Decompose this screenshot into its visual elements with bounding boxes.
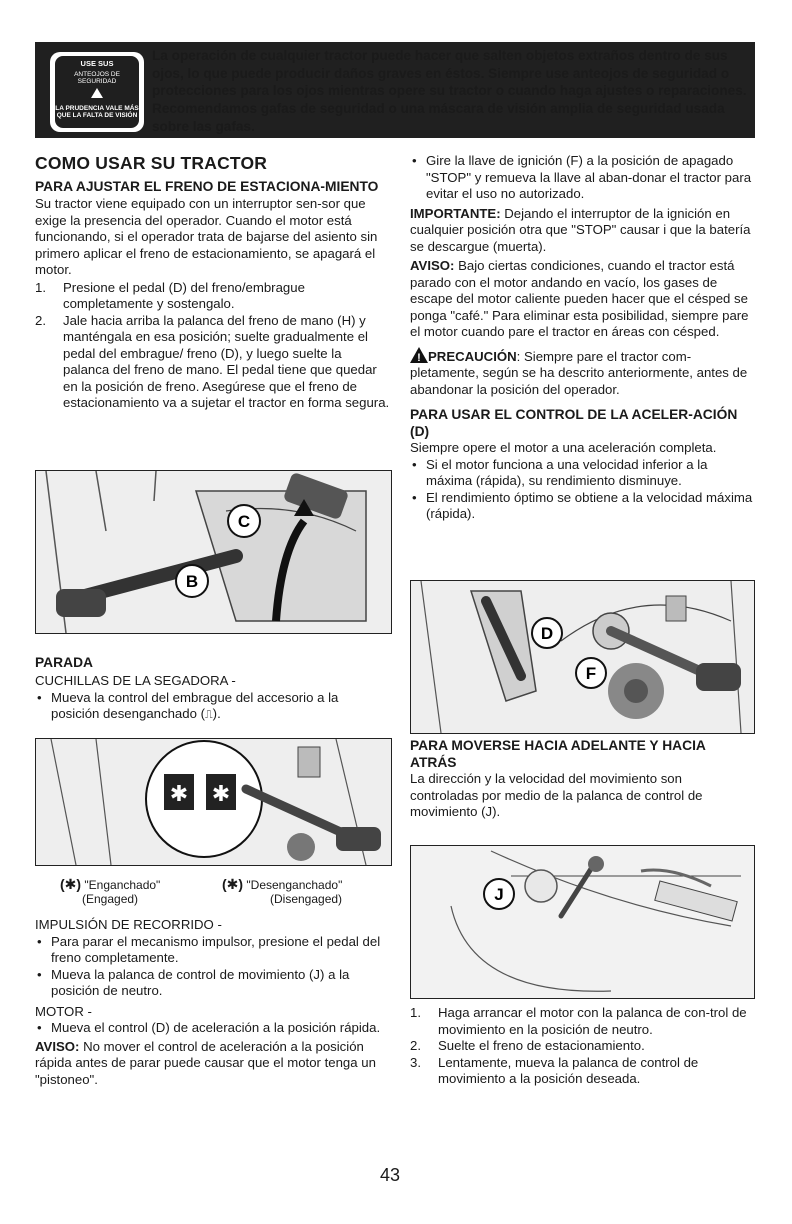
list-item: [35, 313, 390, 412]
list-item: [35, 690, 390, 724]
callout-d: D: [540, 624, 554, 643]
callout-j: J: [494, 885, 504, 904]
step-number: 3.: [410, 1054, 421, 1070]
parking-brake-illustration: [35, 470, 392, 634]
list-item: [410, 1038, 753, 1055]
list-item: • Para parar el mecanismo impulsor, presione el pedal del freno completamente.: [35, 934, 390, 967]
list-item: [410, 1055, 753, 1088]
important-text: Dejando el interruptor de la ignición en cualquier posición otra que "STOP" causar i que la batería se descargue (muerta).: [410, 205, 751, 254]
svg-text:✱: ✱: [169, 781, 189, 806]
list-item: • Gire la llave de ignición (F) a la posición de apagado "STOP" y remueva la llave al aban-donar el tractor para evitar el uso no autorizado.: [410, 153, 753, 203]
callout-b: B: [185, 572, 199, 591]
engaged-english: (Engaged): [82, 892, 139, 906]
parking-brake-drawing: [36, 471, 391, 633]
important-note: [410, 206, 753, 256]
step-number: 2.: [35, 312, 46, 328]
drive-label: IMPULSIÓN DE RECORRIDO -: [35, 917, 222, 932]
throttle-intro: Siempre opere el motor a una aceleración completa.: [410, 440, 717, 455]
notice-text: No mover el control de aceleración a la posición rápida antes de parar puede causar que el motor tenga un "pistoneo".: [35, 1038, 376, 1087]
step-text: Lentamente, mueva la palanca de control de movimiento a la posición deseada.: [438, 1054, 699, 1086]
svg-text:✱: ✱: [211, 781, 231, 806]
notice-label: AVISO:: [35, 1038, 80, 1054]
throttle-ignition-illustration: [410, 580, 755, 734]
blade-clutch-illustration: [35, 738, 392, 866]
motion-control-drawing: [411, 846, 754, 998]
step-number: 2.: [410, 1038, 421, 1053]
disengaged-symbol-icon: ⎍: [204, 709, 213, 721]
engaged-legend: [60, 877, 210, 906]
list-item: [35, 280, 390, 313]
forward-reverse-intro: La dirección y la velocidad del movimiento son controladas por medio de la palanca de control de movimiento (J).: [410, 771, 703, 819]
disengaged-legend-icon: (✱): [222, 876, 244, 892]
forward-reverse-heading: PARA MOVERSE HACIA ADELANTE Y HACIA ATRÁS: [410, 738, 706, 770]
callout-c: C: [237, 512, 251, 531]
disengaged-legend: [222, 877, 392, 906]
left-column: [35, 153, 390, 412]
step-text: Haga arrancar el motor con la palanca de con-trol de movimiento en la posición de neutro.: [438, 1005, 747, 1037]
parking-brake-heading: PARA AJUSTAR EL FRENO DE ESTACIONA-MIENTO: [35, 179, 379, 194]
engaged-label: "Enganchado": [84, 878, 161, 892]
caution-text: : Siempre pare el tractor com-pletamente, según se ha descrito anteriormente, antes de abandonar la posición del operador.: [410, 348, 748, 397]
icon-text-use: USE SUS: [80, 59, 114, 68]
bullet-text: Mueva la control del embrague del accesorio a la posición desenganchado (: [51, 689, 339, 721]
caution-triangle-icon: [410, 347, 428, 363]
disengaged-english: (Disengaged): [270, 892, 343, 906]
caution-label: PRECAUCIÓN: [428, 348, 517, 364]
list-item: • Mueva el control (D) de aceleración a la posición rápida.: [35, 1020, 390, 1037]
bullet-text-end: ).: [212, 706, 221, 721]
step-text: Presione el pedal (D) del freno/embrague completamente y sostengalo.: [63, 279, 305, 311]
blade-clutch-drawing: [36, 739, 391, 865]
icon-text-glasses: ANTEOJOS DE SEGURIDAD: [74, 71, 120, 85]
engaged-symbol-icon: (✱): [60, 876, 82, 892]
step-text: Jale hacia arriba la palanca del freno de mano (H) y manténgala en esa posición; suelte gradualmente el pedal del embrague/ freno (D), y luego suelte la palanca del freno de mano. El pedal tiene que quedar en la posición de freno. Asegúrese que el freno de estacionamiento va a sujetar el tractor en forma segura.: [63, 312, 390, 410]
notice-text: Bajo ciertas condiciones, cuando el tractor está parado con el motor andando en vacío, los gases de escape del motor caliente pueden hacer que el césped se ponga "café." Para eliminar esta posibilidad, siempre pare el motor cuando pare el tractor en áreas con césped.: [410, 258, 749, 339]
stop-notice: [35, 1039, 390, 1089]
warning-triangle-icon: [55, 88, 139, 98]
safety-glasses-icon: [50, 52, 144, 132]
icon-text-motto: LA PRUDENCIA VALE MÁS QUE LA FALTA DE VISIÓN: [55, 105, 139, 119]
callout-f: F: [585, 664, 597, 683]
list-item: • Mueva la palanca de control de movimiento (J) a la posición de neutro.: [35, 967, 390, 1000]
section-title: COMO USAR SU TRACTOR: [35, 153, 268, 173]
list-item: [410, 1005, 753, 1038]
list-item: • El rendimiento óptimo se obtiene a la velocidad máxima (rápida).: [410, 490, 753, 523]
parking-brake-intro: Su tractor viene equipado con un interruptor sen-sor que exige la presencia del operador. Cuando el motor está funcionando, si el operador trata de bajarse del asiento sin primero aplicar el freno de estacionamiento, se apagará el motor.: [35, 196, 378, 277]
stop-heading: PARADA: [35, 655, 93, 670]
right-column: [410, 153, 753, 523]
list-item: • Si el motor funciona a una velocidad inferior a la máxima (rápida), su rendimiento disminuye.: [410, 457, 753, 490]
stop-section: [35, 654, 390, 724]
caution-note: [410, 347, 753, 399]
disengaged-label: "Desenganchado": [246, 878, 343, 892]
step-number: 1.: [410, 1005, 421, 1020]
notice-note: [410, 258, 753, 341]
motion-control-illustration: [410, 845, 755, 999]
warning-text: La operación de cualquier tractor puede hacer que salten objetos extraños dentro de sus ojos, lo que puede producir daños graves en éstos. Siempre use anteojos de seguridad o protecciones para los ojos mientras opere su tractor o cuando haga ajustes o reparaciones. Recomendamos gafas de seguridad o una máscara de visión amplia de seguridad usada sobre las gafas.: [152, 48, 747, 134]
forward-reverse-section: [410, 737, 753, 821]
throttle-heading: PARA USAR EL CONTROL DE LA ACELER-ACIÓN (D): [410, 407, 738, 439]
step-number: 1.: [35, 279, 46, 295]
svg-text:!: !: [417, 351, 421, 363]
forward-reverse-steps: [410, 1005, 753, 1088]
important-label: IMPORTANTE:: [410, 205, 501, 221]
parking-brake-steps: [35, 280, 390, 412]
throttle-ignition-drawing: [411, 581, 754, 733]
stop-details: [35, 917, 390, 1088]
step-text: Suelte el freno de estacionamiento.: [438, 1038, 645, 1053]
page-number: 43: [380, 1165, 401, 1185]
blades-label: CUCHILLAS DE LA SEGADORA -: [35, 673, 236, 688]
engine-label: MOTOR -: [35, 1003, 92, 1019]
notice-label: AVISO:: [410, 258, 455, 273]
